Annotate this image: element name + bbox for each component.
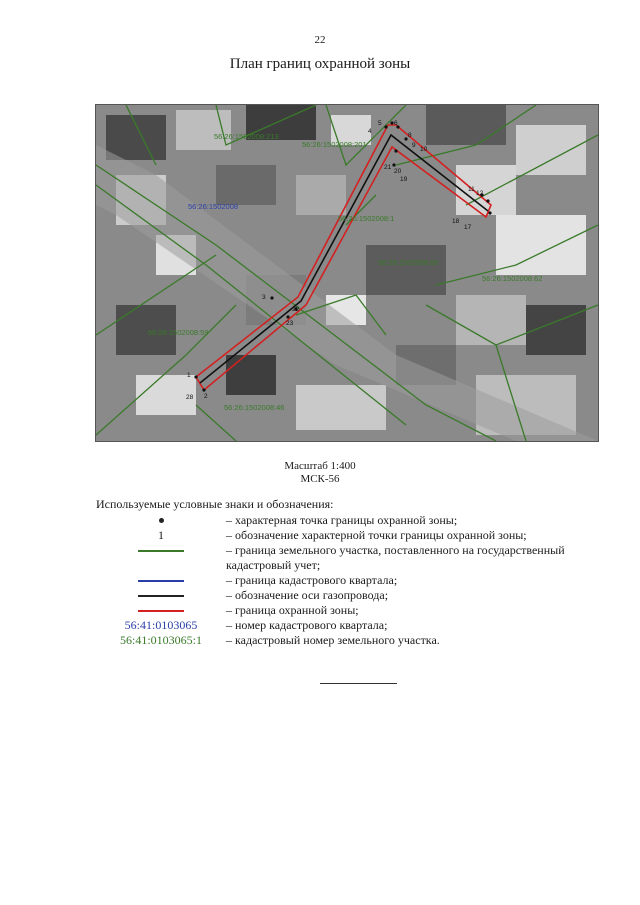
point-dot-icon (159, 518, 164, 523)
page-number: 22 (314, 34, 326, 46)
point-label: 22 (292, 306, 300, 313)
point-label: 2 (204, 393, 208, 400)
point-label: 11 (468, 186, 475, 193)
point-label: 8 (408, 132, 412, 139)
parcel-label: 56:26:1502008:1 (338, 214, 395, 223)
parcel-label: 56:26:1502008:213 (214, 132, 279, 141)
point-label: 5 (378, 120, 382, 127)
point-label: 21 (384, 164, 392, 171)
legend-description: – граница кадастрового квартала; (226, 573, 398, 587)
map-image (95, 104, 599, 442)
legend-row (96, 618, 606, 633)
point-label: 12 (476, 190, 484, 197)
parcel-label: 56:26:1502008:60 (378, 258, 439, 267)
pipeline-axis-line-icon (138, 595, 184, 597)
legend-description: – номер кадастрового квартала; (226, 618, 388, 632)
end-divider (320, 683, 397, 684)
legend-description: – граница земельного участка, поставленного на государственный кадастровый учет; (226, 543, 565, 572)
legend-description: – граница охранной зоны; (226, 603, 359, 617)
point-label: 23 (286, 320, 294, 327)
scale-block (0, 460, 640, 486)
protection-zone-line-icon (138, 610, 184, 612)
legend-description: – обозначение характерной точки границы охранной зоны; (226, 528, 527, 542)
legend-description: – обозначение оси газопровода; (226, 588, 389, 602)
legend-description: – кадастровый номер земельного участка. (226, 633, 440, 647)
scale-text: Масштаб 1:400 (284, 460, 356, 472)
legend-description: – характерная точка границы охранной зоны; (226, 513, 458, 527)
point-label: 20 (394, 168, 402, 175)
point-label: 6 (394, 120, 398, 127)
point-label: 17 (464, 224, 472, 231)
parcel-boundary-line-icon (138, 550, 184, 552)
point-label: 1 (187, 372, 191, 379)
parcel-label: 56:26:1502008:201 (302, 140, 367, 149)
legend-row (96, 528, 606, 543)
legend-row (96, 513, 606, 528)
parcel-label: 56:26:1502008:46 (224, 403, 285, 412)
quarter-label: 56:26:1502008 (188, 202, 239, 211)
point-label: 4 (368, 128, 372, 135)
point-label: 28 (186, 394, 194, 401)
legend-row (96, 588, 606, 603)
parcel-label: 56:26:1502008:62 (482, 274, 543, 283)
legend-title: Используемые условные знаки и обозначения: (96, 497, 334, 511)
coordinate-system: МСК-56 (300, 473, 340, 485)
quarter-number-sample: 56:41:0103065 (124, 618, 198, 632)
point-label: 18 (452, 218, 460, 225)
point-number-sample: 1 (158, 528, 164, 542)
point-label: 10 (420, 146, 428, 153)
legend (96, 513, 606, 648)
legend-row (96, 603, 606, 618)
point-label: 9 (412, 142, 416, 149)
point-label: 19 (400, 176, 408, 183)
page-title: План границ охранной зоны (229, 56, 411, 72)
legend-row (96, 543, 606, 573)
parcel-label: 56:26:1502008:59 (148, 328, 209, 337)
quarter-boundary-line-icon (138, 580, 184, 582)
legend-row (96, 633, 606, 648)
point-label: 3 (262, 294, 266, 301)
legend-row (96, 573, 606, 588)
parcel-number-sample: 56:41:0103065:1 (119, 633, 202, 647)
